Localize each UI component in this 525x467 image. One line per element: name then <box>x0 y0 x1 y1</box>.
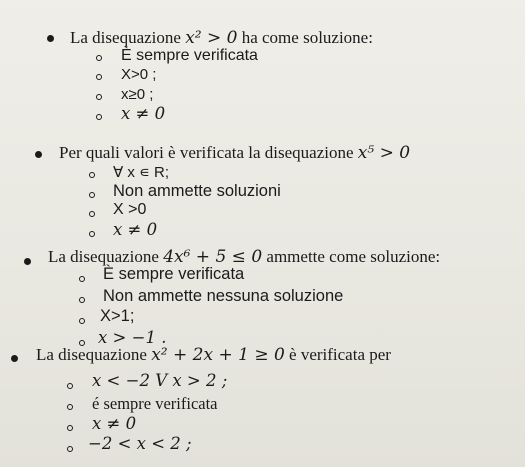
question-4-option-3: x ≠ 0 <box>92 414 137 433</box>
question-1-option-4: x ≠ 0 <box>121 104 166 123</box>
question-1-bullet <box>47 35 54 42</box>
question-1-option-3-radio[interactable] <box>96 94 102 100</box>
question-2-expression: x⁵ > 0 <box>357 143 411 163</box>
question-1-post: ha come soluzione: <box>237 28 373 47</box>
question-1-option-4-radio[interactable] <box>96 114 102 120</box>
question-4-option-1-radio[interactable] <box>67 383 73 389</box>
question-3-expression: 4x⁶ + 5 ≤ 0 <box>163 247 263 267</box>
question-4-option-2: é sempre verificata <box>92 394 218 413</box>
question-3-option-2-radio[interactable] <box>79 297 85 303</box>
question-2-option-3: X >0 <box>113 201 147 218</box>
question-1-option-2-radio[interactable] <box>96 74 102 80</box>
question-4-pre: La disequazione <box>36 345 152 364</box>
question-2-option-2: Non ammette soluzioni <box>113 182 281 200</box>
question-3-option-4: x > −1 . <box>98 328 167 347</box>
question-3-pre: La disequazione <box>48 247 164 266</box>
question-3-option-1: È sempre verificata <box>103 265 245 283</box>
question-2-option-4-radio[interactable] <box>89 231 95 237</box>
question-4-post: è verificata per <box>284 345 391 364</box>
question-4-bullet <box>11 355 18 362</box>
question-3-option-1-radio[interactable] <box>79 276 85 282</box>
question-1-option-1: È sempre verificata <box>121 47 258 64</box>
question-4-text <box>36 345 391 365</box>
question-1-text <box>70 28 373 48</box>
question-3-option-3: X>1; <box>100 307 135 325</box>
question-1-option-1-radio[interactable] <box>96 55 102 61</box>
question-2-pre: Per quali valori è verificata la disequazione <box>59 143 358 162</box>
question-2-bullet <box>35 151 42 158</box>
question-2-text <box>59 143 410 163</box>
question-3-option-3-radio[interactable] <box>79 318 85 324</box>
question-3-text <box>48 247 440 267</box>
question-2-option-2-radio[interactable] <box>89 192 95 198</box>
question-2-option-1-radio[interactable] <box>89 172 95 178</box>
question-1-option-3: x≥0 ; <box>121 86 154 103</box>
question-4-option-4: −2 < x < 2 ; <box>88 434 192 453</box>
question-1-option-2: X>0 ; <box>121 66 157 83</box>
question-4-option-4-radio[interactable] <box>67 446 73 452</box>
question-2-option-3-radio[interactable] <box>89 211 95 217</box>
question-4-expression: x² + 2x + 1 ≥ 0 <box>151 345 285 365</box>
question-4-option-2-radio[interactable] <box>67 404 73 410</box>
question-3-option-2: Non ammette nessuna soluzione <box>103 287 344 305</box>
question-2-option-1: ∀ x ∊ R; <box>113 164 170 181</box>
question-3-post: ammette come soluzione: <box>262 247 441 266</box>
question-1-pre: La disequazione <box>70 28 186 47</box>
question-4-option-3-radio[interactable] <box>67 425 73 431</box>
question-4-option-1: x < −2 V x > 2 ; <box>92 371 228 390</box>
question-1-expression: x² > 0 <box>185 28 238 48</box>
question-2-option-4: x ≠ 0 <box>113 220 158 239</box>
question-3-bullet <box>24 258 31 265</box>
